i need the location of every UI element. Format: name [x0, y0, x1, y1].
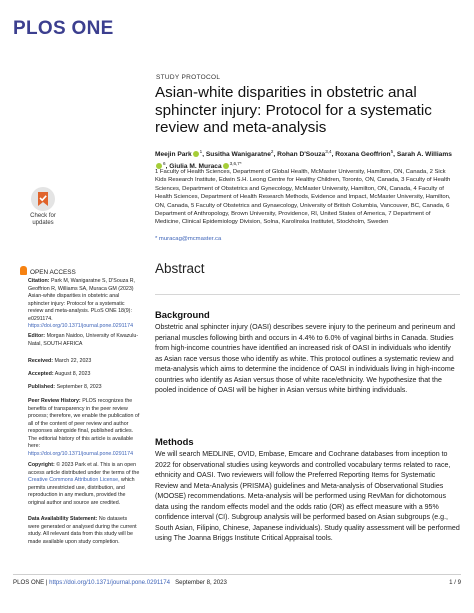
page-number: 1 / 9	[449, 579, 461, 586]
footer-date: September 8, 2023	[175, 579, 227, 586]
author-name[interactable]: Rohan D'Souza	[277, 151, 326, 159]
footer-journal: PLOS ONE	[13, 579, 45, 586]
peer-review-block	[28, 398, 140, 458]
corresponding-email-link[interactable]: * muracag@mcmaster.ca	[155, 236, 222, 242]
data-availability-text: No datasets were generated or analysed during the current study. All relevant data from this study will be made available upon study completion.	[28, 516, 137, 545]
received-block	[28, 358, 140, 366]
copyright-text-continued: which permits unrestricted use, distribution, and reproduction in any medium, provided the original author and source are credited.	[28, 477, 135, 506]
author-affil-sup: 2	[270, 149, 274, 154]
footer-doi-link[interactable]: https://doi.org/10.1371/journal.pone.0291174	[49, 579, 170, 586]
data-availability-label: Data Availability Statement:	[28, 516, 98, 522]
check-updates-label: Check for updates	[30, 213, 56, 227]
published-block	[28, 384, 140, 392]
data-availability-block	[28, 516, 140, 546]
page-footer: PLOS ONE | https://doi.org/10.1371/journal.pone.0291174 September 8, 2023	[13, 579, 227, 586]
author-name[interactable]: Susitha Wanigaratne	[205, 151, 271, 159]
author-affil-sup: 1	[199, 149, 203, 154]
open-access-badge	[20, 266, 76, 276]
received-label: Received:	[28, 358, 54, 364]
author-affil-sup: 3,6,7*	[229, 161, 242, 167]
methods-text: We will search MEDLINE, OVID, Embase, Emcare and Cochrane databases from inception to 2022 for observational studies using keywords and controlled vocabulary terms related to race, ethnicity and OASI. Two reviewers will follow the Preferred Reporting Items for Systematic Review and Meta-Analysis (PRISMA) guidelines and Meta-analysis of Observational Studies (MOOSE) recommendations. Meta-analysis will be performed using RevMan for dichotomous data using the random effects model and the odds ratio (OR) as effect measure with a 95% confidence interval (CI). Subgroup analysis will be performed based on Asian subgroups (e.g., South Asian, Filipino, Chinese, Japanese individuals). Study quality assessment will be performed using The Joanna Briggs Institute Critical Appraisal tools.	[155, 451, 460, 543]
background-heading: Background	[155, 309, 210, 320]
received-date: March 22, 2023	[54, 358, 92, 364]
check-for-updates-badge[interactable]	[22, 185, 64, 237]
author-affil-sup: 6	[163, 161, 166, 167]
citation-block	[28, 278, 140, 331]
article-type: STUDY PROTOCOL	[156, 74, 221, 81]
author-name[interactable]: Meejin Park	[155, 151, 192, 159]
editor-block	[28, 333, 140, 348]
author-affil-sup: 3,4	[325, 149, 332, 154]
peer-review-link[interactable]: https://doi.org/10.1371/journal.pone.0291174	[28, 450, 134, 457]
author-name[interactable]: Giulia M. Muraca	[169, 163, 222, 171]
section-divider	[155, 294, 460, 295]
peer-review-label: Peer Review History:	[28, 398, 81, 404]
published-date: September 8, 2023	[56, 384, 102, 390]
published-label: Published:	[28, 384, 56, 390]
accepted-block	[28, 371, 140, 379]
copyright-text: © 2023 Park et al. This is an open access article distributed under the terms of the	[28, 462, 140, 476]
citation-doi-link[interactable]: https://doi.org/10.1371/journal.pone.0291174	[28, 323, 134, 329]
accepted-label: Accepted:	[28, 371, 54, 377]
editor-label: Editor:	[28, 333, 46, 339]
journal-logo[interactable]: PLOS ONE	[13, 18, 114, 39]
accepted-date: August 8, 2023	[54, 371, 91, 377]
copyright-label: Copyright:	[28, 462, 55, 468]
peer-review-text: PLOS recognizes the benefits of transparency in the peer review process; therefore, we enable the publication of all of the content of peer review and author responses alongside final, published articles. The editorial history of this article is available here:	[28, 398, 140, 449]
orcid-icon[interactable]	[193, 151, 199, 157]
affiliations: 1 Faculty of Health Sciences, Department of Global Health, McMaster University, Hamilton, ON, Canada, 2 Sick Kids Research Institute, Edwin S.H. Leong Centre for Healthy Children, Toronto, ON, Canada, 3 Faculty of Health Sciences, Department of Obstetrics and Gynecology, McMaster University, Hamilton, ON, Canada, 4 Faculty of Health Sciences, Department of Health Research Methods, Evidence and Impact, McMaster University, Hamilton, ON, Canada, 5 Faculty of Obstetrics and Gynaecology, University of British Columbia, Vancouver, BC, Canada, 6 Department of Anthropology, Brown University, Providence, RI, United States of America, 7 Department of Medicine, Clinical Epidemiology Division, Solna, Karolinska Institutet, Stockholm, Sweden	[155, 169, 451, 226]
copyright-block	[28, 462, 140, 507]
abstract-heading: Abstract	[155, 261, 205, 276]
background-text: Obstetric anal sphincter injury (OASI) describes severe injury to the perineum and perineum and perianal muscles following birth and occurs in 4.4% to 6.0% of vaginal births in Canada. Studies from high-income countries have identified an increased risk of OASI in individuals who identify as Asian race versus those who identify as white. This protocol outlines a systematic review and meta-analysis which aims to determine the incidence of OASI in individuals living in high-income countries who identify as Asian versus those of white race/ethnicity. We hypothesize that the pooled incidence of OASI will be higher in Asian versus white birthing individuals.	[155, 324, 456, 395]
citation-text: Park M, Wanigaratne S, D'Souza R, Geoffrion R, Williams SA, Muraca GM (2023) Asian-white disparities in obstetric anal sphincter injury: Protocol for a systematic review and meta-analysis. PLoS ONE 18(9): e0291174.	[28, 278, 136, 322]
open-lock-icon	[20, 266, 27, 275]
open-access-label: OPEN ACCESS	[30, 269, 76, 276]
author-name[interactable]: Sarah A. Williams	[396, 151, 452, 159]
author-list: Meejin Park $^1$, Susitha Wanigaratne$^2$, Rohan D'Souza$^{3,4}$, Roxana Geoffrion$^5$, Sarah A. Williams$^6$, Giulia M. Muraca $^{3,6,7*}$	[155, 149, 452, 171]
author-name[interactable]: Roxana Geoffrion	[335, 151, 391, 159]
bookmark-check-icon	[35, 191, 51, 207]
methods-heading: Methods	[155, 436, 194, 447]
citation-label: Citation:	[28, 278, 50, 284]
footer-divider	[13, 574, 461, 575]
author-affil-sup: 5	[390, 149, 394, 154]
article-title: Asian-white disparities in obstetric anal sphincter injury: Protocol for a systematic review and meta-analysis	[155, 84, 432, 137]
editor-text: Morgan Naidoo, University of Kwazulu-Natal, SOUTH AFRICA	[28, 333, 139, 347]
creative-commons-link[interactable]: Creative Commons Attribution License,	[28, 477, 120, 483]
